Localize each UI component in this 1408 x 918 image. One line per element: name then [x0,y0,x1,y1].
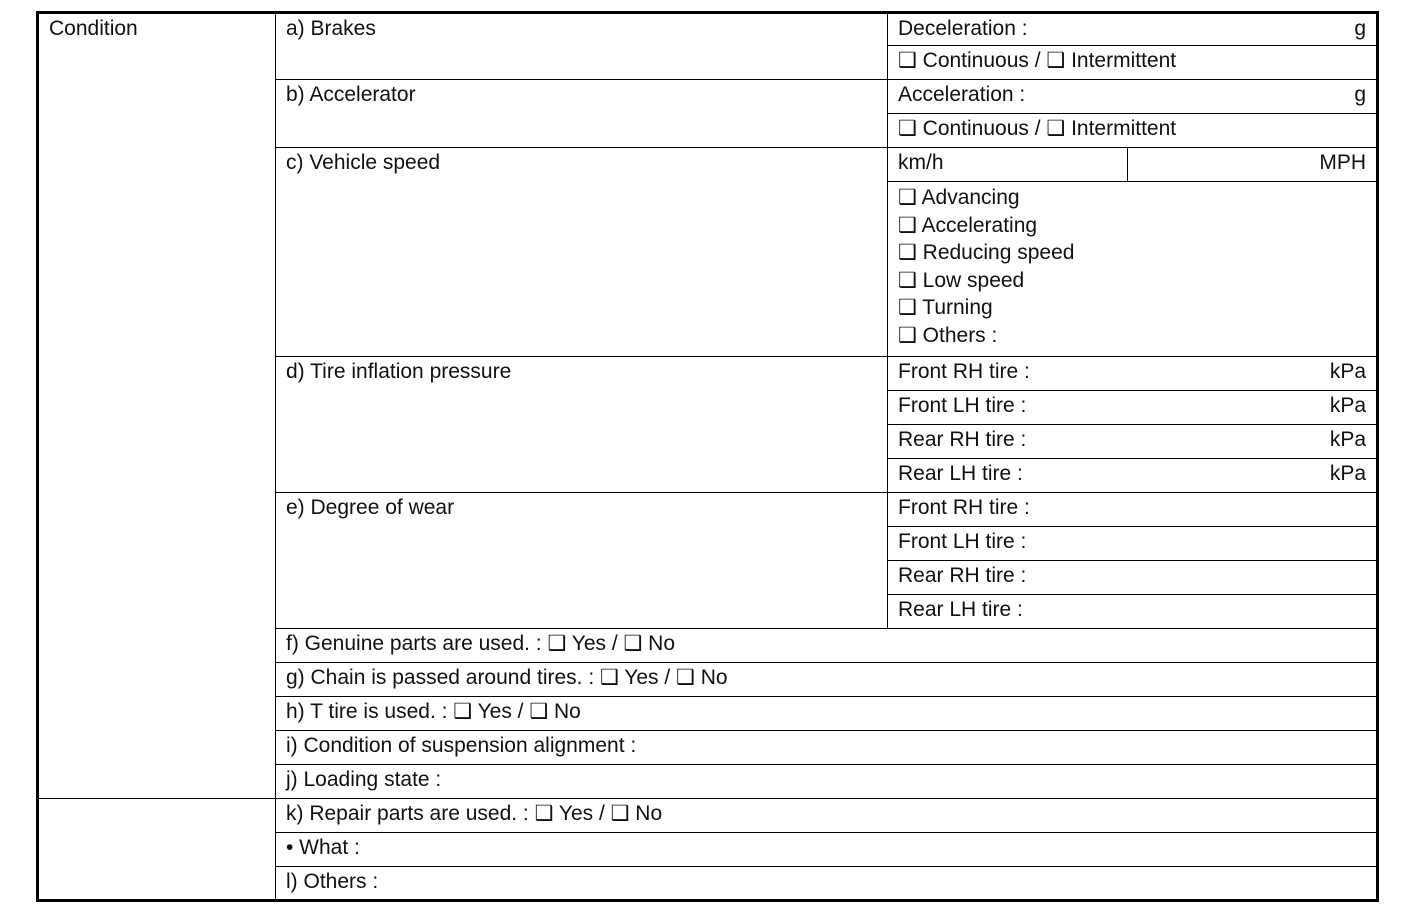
what-row[interactable]: • What : [276,833,1378,867]
condition-label-spacer [38,799,276,901]
pressure-rear-rh-field[interactable] [888,425,1378,459]
speed-option-turning[interactable]: ❑ Turning [898,296,993,319]
chain-row[interactable]: g) Chain is passed around tires. : ❑ Yes / ❑ No [276,663,1378,697]
acceleration-field[interactable] [888,80,1378,114]
pressure-rear-rh-label: Rear RH tire : [898,428,1027,451]
speed-option-advancing[interactable]: ❑ Advancing [898,186,1020,209]
deceleration-unit: g [1354,17,1367,40]
others-row[interactable]: l) Others : [276,867,1378,901]
tire-pressure-label: d) Tire inflation pressure [276,357,888,493]
loading-state-row[interactable]: j) Loading state : [276,765,1378,799]
repair-parts-row[interactable]: k) Repair parts are used. : ❑ Yes / ❑ No [276,799,1378,833]
pressure-front-lh-label: Front LH tire : [898,394,1027,417]
wear-rear-rh-field[interactable]: Rear RH tire : [888,561,1378,595]
deceleration-label: Deceleration : [898,17,1028,40]
speed-options-list [888,182,1378,357]
acceleration-label: Acceleration : [898,83,1026,106]
pressure-unit: kPa [1329,462,1367,485]
t-tire-row[interactable]: h) T tire is used. : ❑ Yes / ❑ No [276,697,1378,731]
wear-front-lh-field[interactable]: Front LH tire : [888,527,1378,561]
section-label-condition: Condition [38,13,276,799]
accelerator-label: b) Accelerator [276,80,888,148]
condition-form-table [36,11,1379,902]
speed-option-low[interactable]: ❑ Low speed [898,268,1025,292]
pressure-front-lh-field[interactable] [888,391,1378,425]
speed-kmh-field[interactable]: km/h [888,148,1128,182]
brakes-label: a) Brakes [276,13,888,80]
pressure-rear-lh-field[interactable] [888,459,1378,493]
pressure-front-rh-field[interactable] [888,357,1378,391]
pressure-unit: kPa [1329,428,1367,451]
deceleration-field[interactable] [888,13,1378,46]
suspension-alignment-row[interactable]: i) Condition of suspension alignment : [276,731,1378,765]
vehicle-speed-label: c) Vehicle speed [276,148,888,357]
speed-mph-field[interactable]: MPH [1128,148,1378,182]
pressure-rear-lh-label: Rear LH tire : [898,462,1023,485]
wear-label: e) Degree of wear [276,493,888,629]
speed-option-others[interactable]: ❑ Others : [898,323,998,347]
pressure-unit: kPa [1329,394,1367,417]
pressure-unit: kPa [1329,360,1367,383]
speed-option-accelerating[interactable]: ❑ Accelerating [898,213,1038,237]
wear-rear-lh-field[interactable]: Rear LH tire : [888,595,1378,629]
genuine-parts-row[interactable]: f) Genuine parts are used. : ❑ Yes / ❑ No [276,629,1378,663]
speed-option-reducing[interactable]: ❑ Reducing speed [898,241,1075,264]
wear-front-rh-field[interactable]: Front RH tire : [888,493,1378,527]
brakes-mode-checkboxes[interactable]: ❑ Continuous / ❑ Intermittent [888,46,1378,80]
pressure-front-rh-label: Front RH tire : [898,360,1030,383]
accelerator-mode-checkboxes[interactable]: ❑ Continuous / ❑ Intermittent [888,114,1378,148]
acceleration-unit: g [1354,83,1367,106]
